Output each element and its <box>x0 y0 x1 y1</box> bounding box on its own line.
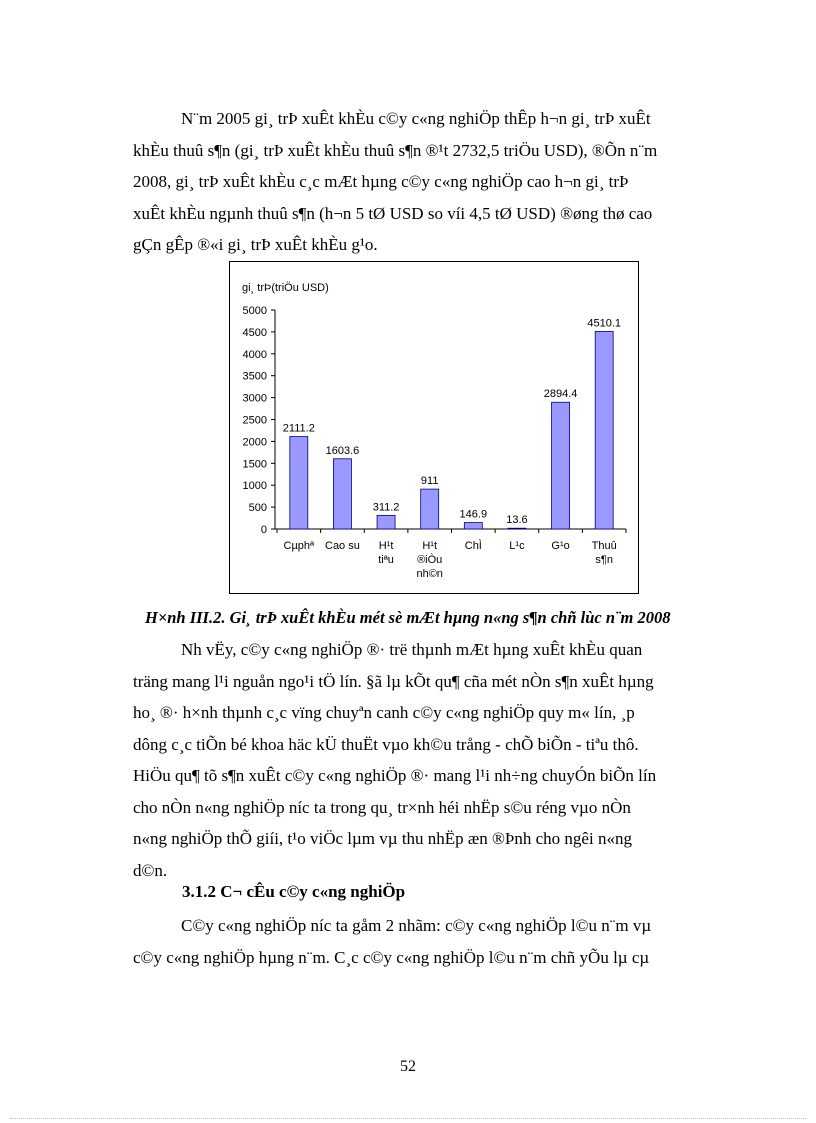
text-line: d©n. <box>133 860 168 880</box>
bar-chart-figure <box>229 261 639 594</box>
text-line: khÈu thuû s¶n (gi¸ trÞ xuÊt khÈu thuû s¶n ®¹t 2732,5 triÖu USD), ®Õn n¨m <box>133 140 658 160</box>
text-line: träng mang l¹i nguån ngo¹i tÖ lín. §ã lµ kÕt qu¶ cña mét nÒn s¶n xuÊt hµng <box>133 671 654 691</box>
x-category-label: G¹o <box>551 540 570 552</box>
bar-value-label: 13.6 <box>506 514 528 527</box>
bar-value-label: 911 <box>420 475 439 488</box>
bar-value-label: 311.2 <box>372 501 400 514</box>
text-line: ho¸ ®· h×nh thµnh c¸c vïng chuyªn canh c©y c«ng nghiÖp quy m« lín, ¸p <box>133 703 635 722</box>
text-line: c©y c«ng nghiÖp hµng n¨m. C¸c c©y c«ng nghiÖp l©u n¨m chñ yÕu lµ cµ <box>133 947 650 967</box>
text-line: 2008, gi¸ trÞ xuÊt khÈu c¸c mÆt hµng c©y c«ng nghiÖp cao h¬n gi¸ trÞ <box>133 172 629 191</box>
bar-chart <box>230 262 638 593</box>
y-tick-label: 5000 <box>242 305 267 317</box>
paragraph-2 <box>133 634 731 886</box>
bar <box>595 331 613 529</box>
x-category-label: H¹t <box>378 540 394 552</box>
bar <box>552 402 570 529</box>
bar <box>464 523 482 529</box>
text-line: dông c¸c tiÕn bé khoa häc kÜ thuËt vµo kh©u trång - chÕ biÕn - tiªu thô. <box>133 734 639 754</box>
section-heading: 3.1.2 C¬ cÊu c©y c«ng nghiÖp <box>182 882 406 901</box>
y-tick-label: 1500 <box>242 458 267 471</box>
bar <box>290 437 308 529</box>
figure-caption: H×nh III.2. Gi¸ trÞ xuÊt khÈu mét sè mÆt hµng n«ng s¶n chñ lùc n¨m 2008 <box>145 608 671 627</box>
x-category-label: ®iÒu <box>417 554 443 566</box>
paragraph-1 <box>133 103 731 261</box>
x-category-label: H¹t <box>422 540 438 552</box>
bar <box>421 489 439 529</box>
text-line: n«ng nghiÖp thÕ giíi, t¹o viÖc lµm vµ thu nhËp æn ®Þnh cho ngêi n«ng <box>133 829 632 848</box>
page-number: 52 <box>400 1058 416 1075</box>
y-tick-label: 2500 <box>242 414 267 427</box>
bar <box>508 528 526 529</box>
bar-value-label: 2111.2 <box>282 422 315 435</box>
text-line: xuÊt khÈu ngµnh thuû s¶n (h¬n 5 tØ USD so víi 4,5 tØ USD) ®øng thø cao <box>133 203 653 223</box>
text-line: Nh vËy, c©y c«ng nghiÖp ®· trë thµnh mÆt hµng xuÊt khÈu quan <box>181 640 643 659</box>
y-tick-label: 0 <box>260 524 267 536</box>
text-line: C©y c«ng nghiÖp níc ta gåm 2 nhãm: c©y c«ng nghiÖp l©u n¨m vµ <box>181 916 652 935</box>
text-line: HiÖu qu¶ tõ s¶n xuÊt c©y c«ng nghiÖp ®· mang l¹i nh÷ng chuyÓn biÕn lín <box>133 766 657 785</box>
bar-value-label: 4510.1 <box>587 317 622 330</box>
bar-value-label: 146.9 <box>459 508 488 521</box>
y-tick-label: 500 <box>248 502 267 515</box>
text-line: N¨m 2005 gi¸ trÞ xuÊt khÈu c©y c«ng nghiÖp thÊp h¬n gi¸ trÞ xuÊt <box>181 109 651 128</box>
bar-value-label: 2894.4 <box>543 388 578 401</box>
x-category-label: L¹c <box>509 540 525 552</box>
y-tick-label: 1000 <box>242 480 267 493</box>
x-category-label: ChÌ <box>464 540 482 552</box>
y-axis-label: gi¸ trÞ(triÖu USD) <box>242 282 329 294</box>
x-category-label: Thuû <box>591 540 617 552</box>
y-tick-label: 2000 <box>242 436 267 449</box>
text-line: gÇn gÊp ®«i gi¸ trÞ xuÊt khÈu g¹o. <box>133 235 378 254</box>
x-category-label: Cµphª <box>283 540 315 552</box>
y-tick-label: 3000 <box>242 392 267 405</box>
x-category-label: nh©n <box>416 568 443 580</box>
bar <box>377 515 395 529</box>
x-category-label: Cao su <box>325 540 360 552</box>
y-tick-label: 4000 <box>242 348 267 361</box>
text-line: cho nÒn n«ng nghiÖp níc ta trong qu¸ tr×nh héi nhËp s©u réng vµo nÒn <box>133 797 631 817</box>
paragraph-3 <box>133 910 731 973</box>
bar-value-label: 1603.6 <box>325 444 360 457</box>
x-category-label: tiªu <box>378 554 394 566</box>
y-tick-label: 3500 <box>242 370 267 383</box>
y-tick-label: 4500 <box>242 326 267 339</box>
page-bottom-divider <box>10 1118 806 1119</box>
x-category-label: s¶n <box>595 554 613 566</box>
bar <box>333 459 351 529</box>
